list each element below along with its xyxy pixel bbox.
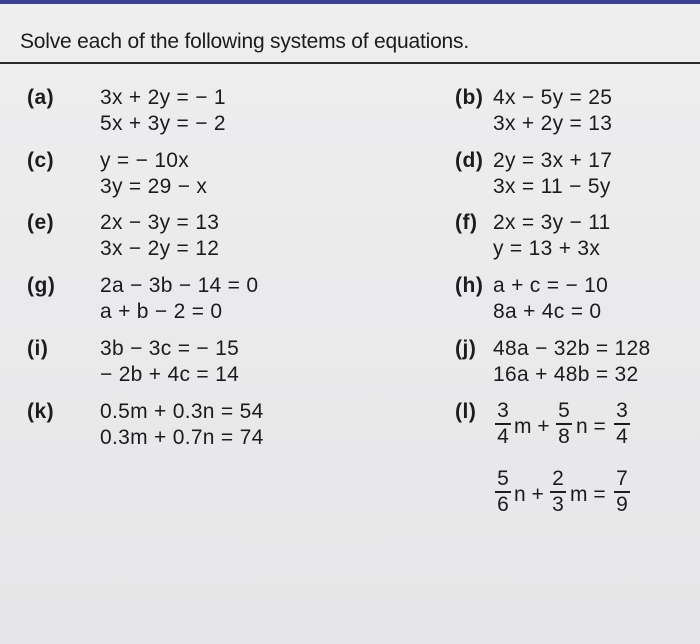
problem-l-eq1-fraction-1 [495,400,511,448]
problem-l-label: (l) [455,400,477,423]
page-title: Solve each of the following systems of equations. [20,30,469,53]
problem-e-label: (e) [27,211,55,234]
problem-d-eq1: 2y = 3x + 17 [493,149,613,172]
problem-h-eq2: 8a + 4c = 0 [493,300,602,323]
problem-c-eq1: y = − 10x [100,149,190,172]
denominator: 3 [552,493,564,516]
problem-b-eq1: 4x − 5y = 25 [493,86,613,109]
problem-d-eq2: 3x = 11 − 5y [493,175,611,198]
problem-l-eq1-fraction-2 [556,400,572,448]
problem-i-eq2: − 2b + 4c = 14 [100,363,240,386]
problem-e-eq2: 3x − 2y = 12 [100,237,220,260]
denominator: 4 [497,425,509,448]
problem-k-label: (k) [27,400,55,423]
problem-h-eq1: a + c = − 10 [493,274,609,297]
title-divider [0,62,700,64]
denominator: 6 [497,493,509,516]
problem-f-eq1: 2x = 3y − 11 [493,211,611,234]
problem-e-eq1: 2x − 3y = 13 [100,211,220,234]
problem-f-eq2: y = 13 + 3x [493,237,601,260]
problem-j-eq2: 16a + 48b = 32 [493,363,639,386]
denominator: 4 [616,425,628,448]
problem-l-eq1-term-1: m + [514,415,550,438]
problem-k-eq2: 0.3m + 0.7n = 74 [100,426,264,449]
problem-b-eq2: 3x + 2y = 13 [493,112,613,135]
numerator: 2 [552,467,564,490]
problem-l-eq2-fraction-3 [614,468,630,516]
problem-g-label: (g) [27,274,56,297]
denominator: 8 [558,425,570,448]
problem-d-label: (d) [455,149,484,172]
problem-a-eq1: 3x + 2y = − 1 [100,86,226,109]
worksheet [0,4,700,644]
problem-j-label: (j) [455,337,477,360]
problem-i-label: (i) [27,337,49,360]
numerator: 5 [558,399,570,422]
problem-k-eq1: 0.5m + 0.3n = 54 [100,400,264,423]
numerator: 5 [497,467,509,490]
numerator: 3 [497,399,509,422]
problem-f-label: (f) [455,211,478,234]
problem-l-eq1-fraction-3 [614,400,630,448]
numerator: 7 [616,467,628,490]
problem-g-eq2: a + b − 2 = 0 [100,300,223,323]
problem-g-eq1: 2a − 3b − 14 = 0 [100,274,259,297]
problem-c-label: (c) [27,149,55,172]
denominator: 9 [616,493,628,516]
problem-h-label: (h) [455,274,484,297]
problem-a-eq2: 5x + 3y = − 2 [100,112,226,135]
numerator: 3 [616,399,628,422]
problem-l-eq2-term-1: n + [514,483,544,506]
problem-l-eq2-fraction-2 [550,468,566,516]
problem-l-eq2-fraction-1 [495,468,511,516]
problem-l-eq2-term-2: m = [570,483,606,506]
problem-i-eq1: 3b − 3c = − 15 [100,337,240,360]
problem-c-eq2: 3y = 29 − x [100,175,208,198]
problem-j-eq1: 48a − 32b = 128 [493,337,651,360]
problem-a-label: (a) [27,86,55,109]
problem-b-label: (b) [455,86,484,109]
problem-l-eq1-term-2: n = [576,415,606,438]
